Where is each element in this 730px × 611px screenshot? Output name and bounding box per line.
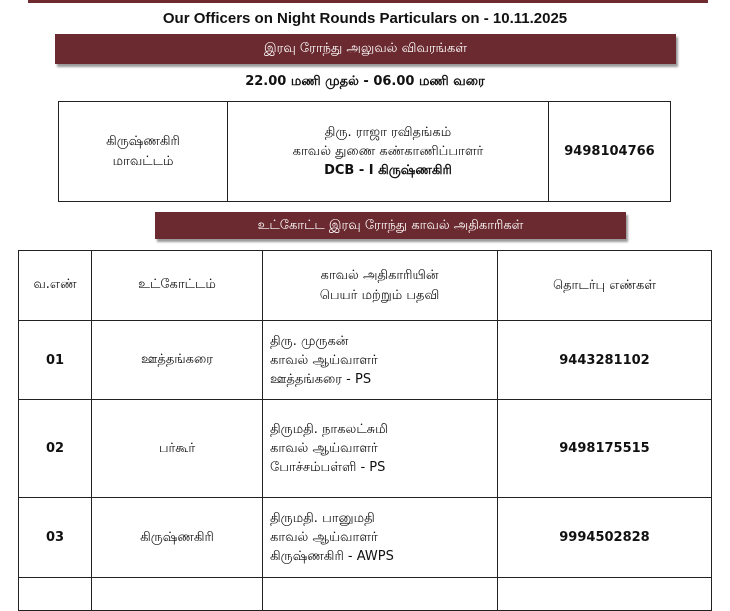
table-row [19,498,712,578]
row-subdivision: ஊத்தங்கரை [92,321,263,400]
row-officer-name: திருமதி. நாகலட்சுமி [270,422,388,437]
row-officer-station: ஊத்தங்கரை - PS [270,371,372,387]
table-row [19,321,712,400]
row-phone: 9994502828 [498,498,712,578]
table-header-row [19,251,712,321]
row-officer-station: போச்சம்பள்ளி - PS [270,460,386,475]
district-name-line2: மாவட்டம் [112,153,174,169]
time-range: 22.00 மணி முதல் - 06.00 மணி வரை [245,74,485,89]
row-phone-empty [498,578,712,611]
header-officer-line1: காவல் அதிகாரியின் [320,267,439,283]
row-sno-empty [19,578,92,611]
top-border-rule [28,0,708,3]
row-subdivision: பர்கூர் [92,400,263,498]
district-officer-designation: காவல் துணை கண்காணிப்பாளர் [292,144,484,159]
row-sno: 02 [19,400,92,498]
row-subdivision: கிருஷ்ணகிரி [92,498,263,578]
header-subdivision-label: உட்கோட்டம் [138,277,216,292]
header-sno [19,251,92,321]
header-contact-label: தொடர்பு எண்கள் [552,277,657,293]
header-subdivision [92,251,263,321]
table-row [19,400,712,498]
row-officer [263,321,498,400]
night-rounds-banner-text: இரவு ரோந்து அலுவல் விவரங்கள் [263,41,467,56]
subdivision-officers-table [18,250,712,611]
district-officer-table [58,101,671,202]
header-contact [498,251,712,321]
district-phone: 9498104766 [564,144,655,159]
district-name-line1: கிருஷ்ணகிரி [106,133,180,149]
header-sno-label: வ.எண் [33,277,77,292]
row-officer-station: கிருஷ்ணகிரி - AWPS [270,549,394,564]
row-sno: 01 [19,321,92,400]
row-officer-empty [263,578,498,611]
row-officer-name: திருமதி. பானுமதி [270,511,375,526]
row-sno: 03 [19,498,92,578]
subdivision-banner [155,212,626,239]
district-officer-unit: DCB - I கிருஷ்ணகிரி [324,163,452,178]
row-officer-designation: காவல் ஆய்வாளர் [270,352,378,368]
district-officer-name: திரு. ராஜா ரவிதங்கம் [324,125,452,140]
subdivision-banner-text: உட்கோட்ட இரவு ரோந்து காவல் அதிகாரிகள் [257,217,524,233]
header-officer-line2: பெயர் மற்றும் பதவி [319,287,440,303]
row-officer [263,498,498,578]
row-subdivision-empty [92,578,263,611]
table-row-partial [19,578,712,611]
page-title: Our Officers on Night Rounds Particulars on - 10.11.2025 [162,10,568,27]
row-phone: 9498175515 [498,400,712,498]
row-phone: 9443281102 [498,321,712,400]
night-rounds-banner [55,34,676,64]
district-officer-row [59,102,671,202]
row-officer-designation: காவல் ஆய்வாளர் [270,441,378,456]
row-officer [263,400,498,498]
header-officer [263,251,498,321]
district-name-cell [59,102,228,202]
row-officer-name: திரு. முருகன் [270,333,349,349]
district-phone-cell [549,102,671,202]
district-officer-cell [228,102,549,202]
row-officer-designation: காவல் ஆய்வாளர் [270,530,378,545]
